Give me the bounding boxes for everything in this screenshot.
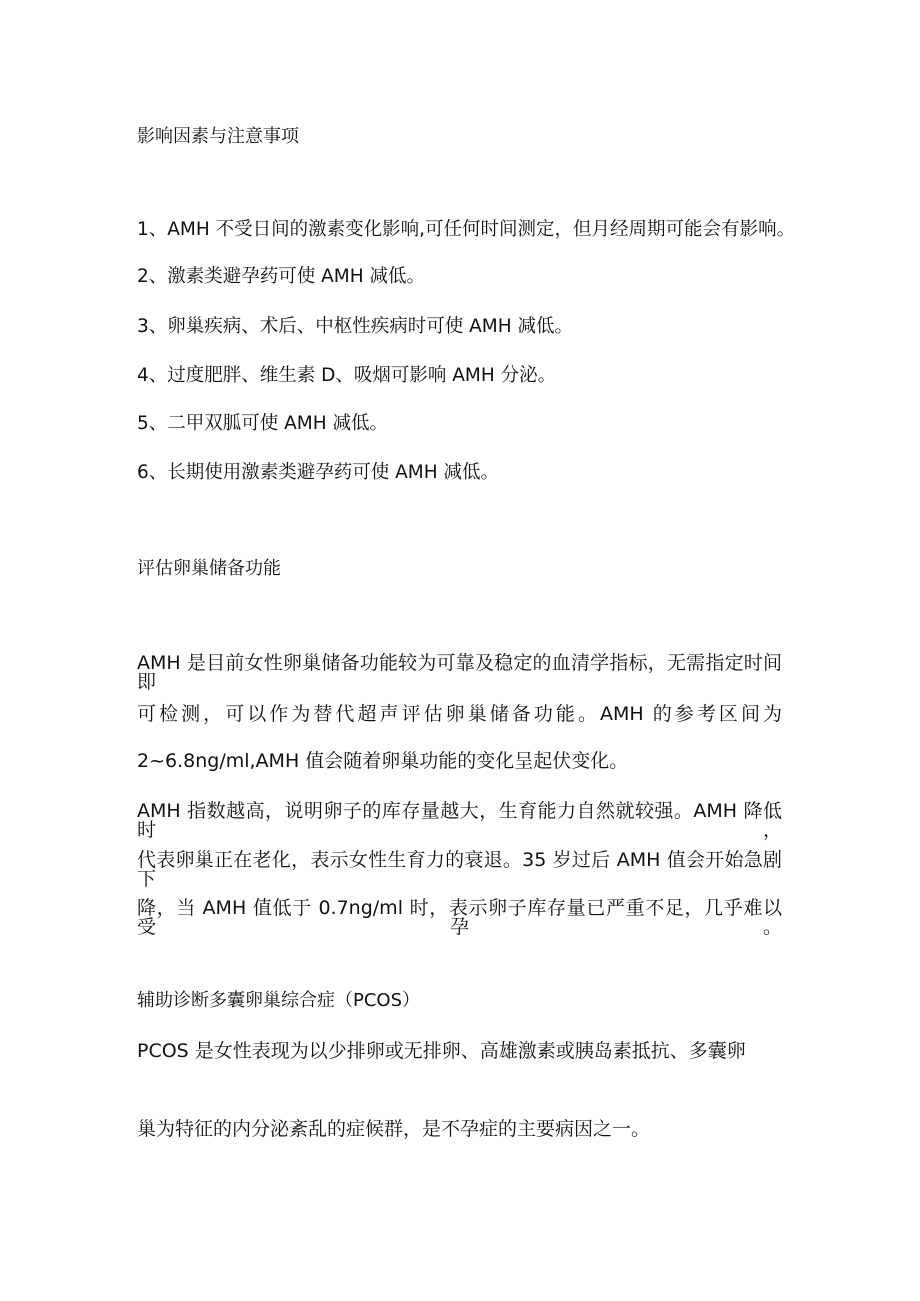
- paragraph-line: AMH 是目前女性卵巢储备功能较为可靠及稳定的血清学指标，无需指定时间即: [137, 652, 782, 693]
- paragraph-line: AMH 指数越高，说明卵子的库存量越大，生育能力自然就较强。AMH 降低时，: [137, 800, 782, 841]
- paragraph-line: PCOS 是女性表现为以少排卵或无排卵、高雄激素或胰岛素抵抗、多囊卵: [137, 1040, 746, 1062]
- list-item: 2、激素类避孕药可使 AMH 减低。: [137, 266, 426, 287]
- paragraph-line: 代表卵巢正在老化，表示女性生育力的衰退。35 岁过后 AMH 值会开始急剧下: [137, 849, 782, 890]
- section-heading-pcos: 辅助诊断多囊卵巢综合症（PCOS）: [137, 990, 421, 1011]
- paragraph-line: 降，当 AMH 值低于 0.7ng/ml 时，表示卵子库存量已严重不足，几乎难以受孕。: [137, 897, 782, 938]
- paragraph-line: 可检测，可以作为替代超声评估卵巢储备功能。AMH 的参考区间为: [137, 703, 782, 725]
- list-item: 1、AMH 不受日间的激素变化影响,可任何时间测定，但月经周期可能会有影响。: [137, 219, 796, 240]
- section-heading-ovarian-reserve: 评估卵巢储备功能: [137, 558, 281, 579]
- list-item: 3、卵巢疾病、术后、中枢性疾病时可使 AMH 减低。: [137, 316, 574, 337]
- list-item: 6、长期使用激素类避孕药可使 AMH 减低。: [137, 462, 500, 483]
- list-item: 5、二甲双胍可使 AMH 减低。: [137, 413, 389, 434]
- section-heading-influencing-factors: 影响因素与注意事项: [137, 126, 299, 147]
- paragraph-line: 巢为特征的内分泌紊乱的症候群，是不孕症的主要病因之一。: [137, 1118, 651, 1140]
- paragraph-line: 2~6.8ng/ml,AMH 值会随着卵巢功能的变化呈起伏变化。: [137, 750, 629, 772]
- list-item: 4、过度肥胖、维生素 D、吸烟可影响 AMH 分泌。: [137, 365, 557, 386]
